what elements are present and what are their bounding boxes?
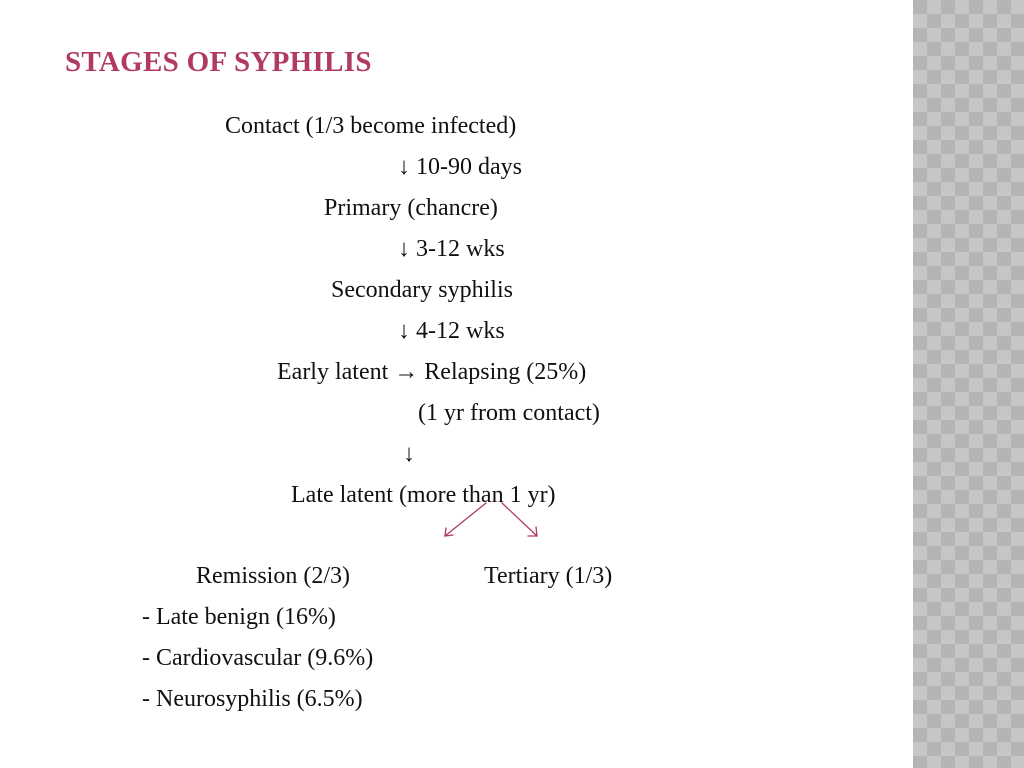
early-latent-stage: Early latent → Relapsing (25%) (277, 359, 587, 385)
interval-10-90-days: ↓ 10-90 days (398, 154, 522, 180)
branch-arrows-icon (440, 500, 544, 542)
late-latent-stage: Late latent (more than 1 yr) (291, 482, 556, 508)
contact-stage: Contact (1/3 become infected) (225, 113, 517, 139)
arrow-to-tertiary (502, 503, 537, 536)
interval-4-12-wks: ↓ 4-12 wks (398, 318, 505, 344)
decorative-side-panel (913, 0, 1024, 768)
early-latent-note: (1 yr from contact) (418, 400, 600, 426)
list-item-neurosyphilis: - Neurosyphilis (6.5%) (142, 686, 363, 712)
list-item-cardiovascular: - Cardiovascular (9.6%) (142, 645, 374, 671)
tertiary-outcome: Tertiary (1/3) (484, 563, 613, 589)
list-item-late-benign: - Late benign (16%) (142, 604, 336, 630)
down-arrow: ↓ (403, 441, 415, 467)
remission-outcome: Remission (2/3) (196, 563, 350, 589)
primary-stage: Primary (chancre) (324, 195, 498, 221)
secondary-stage: Secondary syphilis (331, 277, 513, 303)
arrow-to-remission (445, 503, 486, 536)
slide-title: STAGES OF SYPHILIS (65, 46, 372, 78)
interval-3-12-wks: ↓ 3-12 wks (398, 236, 505, 262)
